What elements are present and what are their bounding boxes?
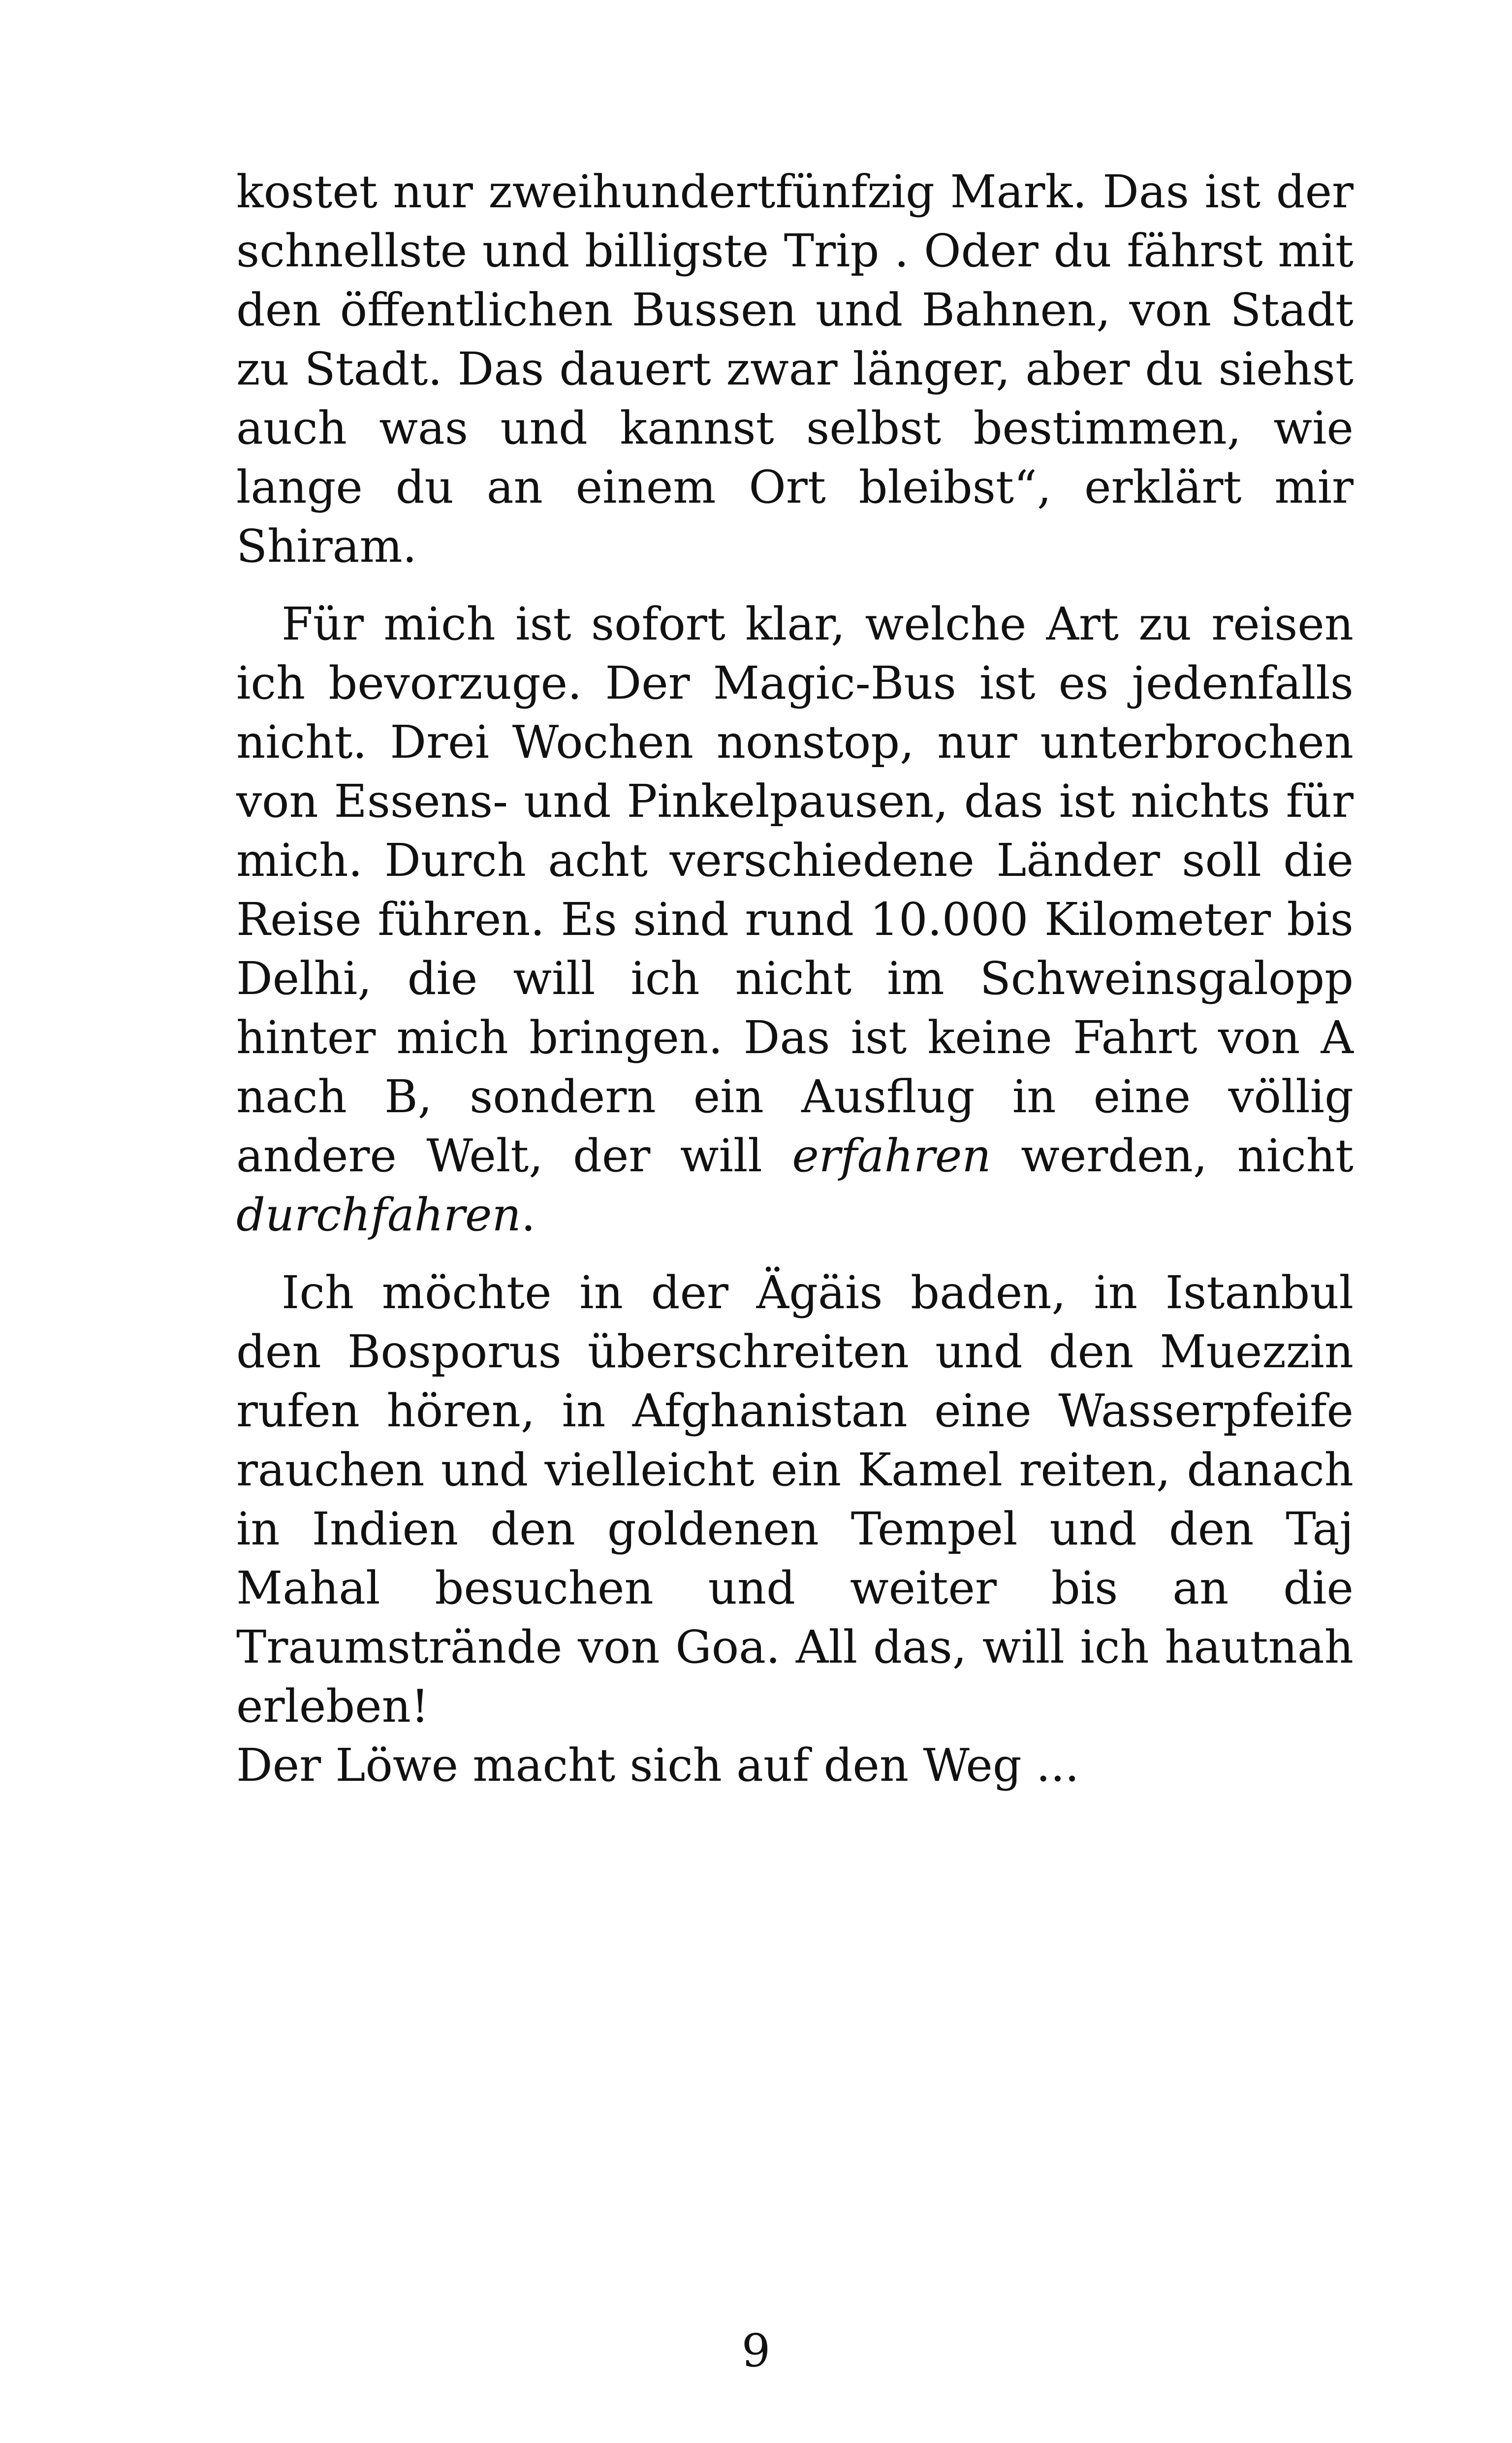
paragraph-2-text-b: werden, nicht — [991, 1129, 1354, 1182]
page-number: 9 — [741, 2324, 771, 2377]
paragraph-2 — [236, 595, 1354, 1245]
paragraph-2-text-c: . — [521, 1189, 536, 1241]
paragraph-2-emphasis-erfahren: erfahren — [792, 1129, 991, 1182]
paragraph-3: Ich möchte in der Ägäis baden, in Istanbul den Bosporus überschreiten und den Muezzin rufen hören, in Afghanistan eine Wasserpfeife rauchen und vielleicht ein Kamel reiten, danach in Indien den goldenen Tempel und den Taj Mahal besuchen und weiter bis an die Traumstrände von Goa. All das, will ich hautnah erleben! — [236, 1266, 1354, 1733]
paragraph-2-emphasis-durchfahren: durchfahren — [236, 1189, 521, 1241]
paragraph-2-text-a: Für mich ist sofort klar, welche Art zu reisen ich bevorzuge. Der Magic-Bus ist es jedenfalls nicht. Drei Wochen nonstop, nur unterbrochen von Essens- und Pinkelpausen, das ist nichts für mich. Durch acht verschiedene Länder soll die Reise führen. Es sind rund 10.000 Kilometer bis Delhi, die will ich nicht im Schweinsgalopp hinter mich bringen. Das ist keine Fahrt von A nach B, sondern ein Ausflug in eine völlig andere Welt, der will — [236, 598, 1354, 1182]
closing-line: Der Löwe macht sich auf den Weg ... — [236, 1739, 1079, 1792]
paragraph-1: kostet nur zweihundertfünfzig Mark. Das ist der schnellste und billigste Trip . Oder du fährst mit den öffentlichen Bussen und Bahnen, von Stadt zu Stadt. Das dauert zwar länger, aber du siehst auch was und kannst selbst bestimmen, wie lange du an einem Ort bleibst“, erklärt mir Shiram. — [236, 165, 1354, 573]
body-text — [236, 162, 1354, 1795]
